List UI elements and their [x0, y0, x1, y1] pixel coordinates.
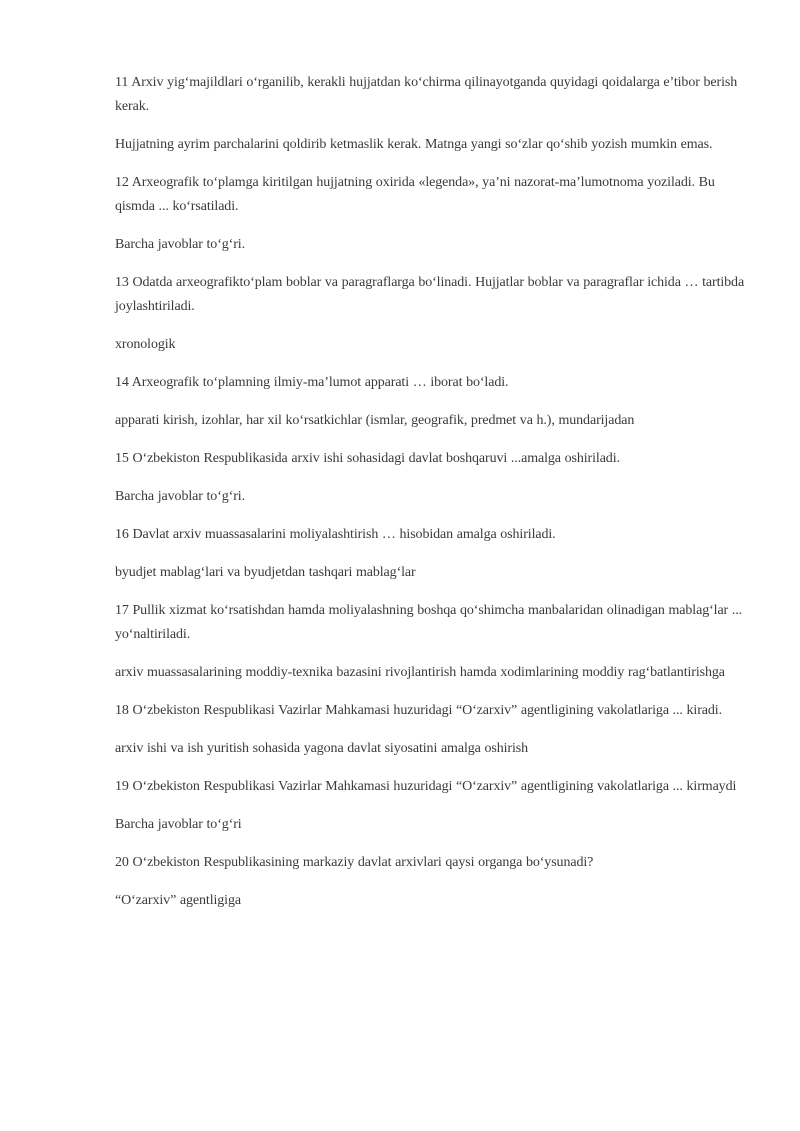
question-12: 12 Arxeografik to‘plamga kiritilgan hujjatning oxirida «legenda», ya’ni nazorat-ma’lumotnoma yoziladi. Bu qismda ... ko‘rsatiladi. — [115, 175, 715, 214]
question-19: 19 O‘zbekiston Respublikasi Vazirlar Mahkamasi huzuridagi “O‘zarxiv” agentligining vakolatlariga ... kirmaydi — [115, 779, 737, 794]
answer-17: arxiv muassasalarining moddiy-texnika bazasini rivojlantirish hamda xodimlarining moddiy rag‘batlantirishga — [115, 665, 725, 680]
question-16: 16 Davlat arxiv muassasalarini moliyalashtirish … hisobidan amalga oshiriladi. — [115, 527, 556, 542]
question-11: 11 Arxiv yig‘majildlari o‘rganilib, kerakli hujjatdan ko‘chirma qilinayotganda quyidagi qoidalarga e’tibor berish kerak. — [115, 75, 738, 114]
question-15: 15 O‘zbekiston Respublikasida arxiv ishi sohasidagi davlat boshqaruvi ...amalga oshiriladi. — [115, 451, 620, 466]
question-20: 20 O‘zbekiston Respublikasining markaziy davlat arxivlari qaysi organga bo‘ysunadi? — [115, 855, 594, 870]
answer-20: “O‘zarxiv” agentligiga — [115, 893, 241, 908]
answer-15: Barcha javoblar to‘g‘ri. — [115, 489, 245, 504]
question-13: 13 Odatda arxeografikto‘plam boblar va paragraflarga bo‘linadi. Hujjatlar boblar va paragraflar ichida … tartibda joylashtiriladi. — [115, 275, 745, 314]
answer-12: Barcha javoblar to‘g‘ri. — [115, 237, 245, 252]
answer-16: byudjet mablag‘lari va byudjetdan tashqari mablag‘lar — [115, 565, 416, 580]
question-18: 18 O‘zbekiston Respublikasi Vazirlar Mahkamasi huzuridagi “O‘zarxiv” agentligining vakolatlariga ... kiradi. — [115, 703, 722, 718]
answer-18: arxiv ishi va ish yuritish sohasida yagona davlat siyosatini amalga oshirish — [115, 741, 529, 756]
answer-14: apparati kirish, izohlar, har xil ko‘rsatkichlar (ismlar, geografik, predmet va h.), mundarijadan — [115, 413, 635, 428]
question-14: 14 Arxeografik to‘plamning ilmiy-ma’lumot apparati … iborat bo‘ladi. — [115, 375, 509, 390]
answer-19: Barcha javoblar to‘g‘ri — [115, 817, 242, 832]
document-page — [115, 71, 747, 927]
question-17: 17 Pullik xizmat ko‘rsatishdan hamda moliyalashning boshqa qo‘shimcha manbalaridan olinadigan mablag‘lar ... yo‘naltiriladi. — [115, 603, 743, 642]
answer-13: xronologik — [115, 337, 176, 352]
answer-11: Hujjatning ayrim parchalarini qoldirib ketmaslik kerak. Matnga yangi so‘zlar qo‘shib yozish mumkin emas. — [115, 137, 713, 152]
